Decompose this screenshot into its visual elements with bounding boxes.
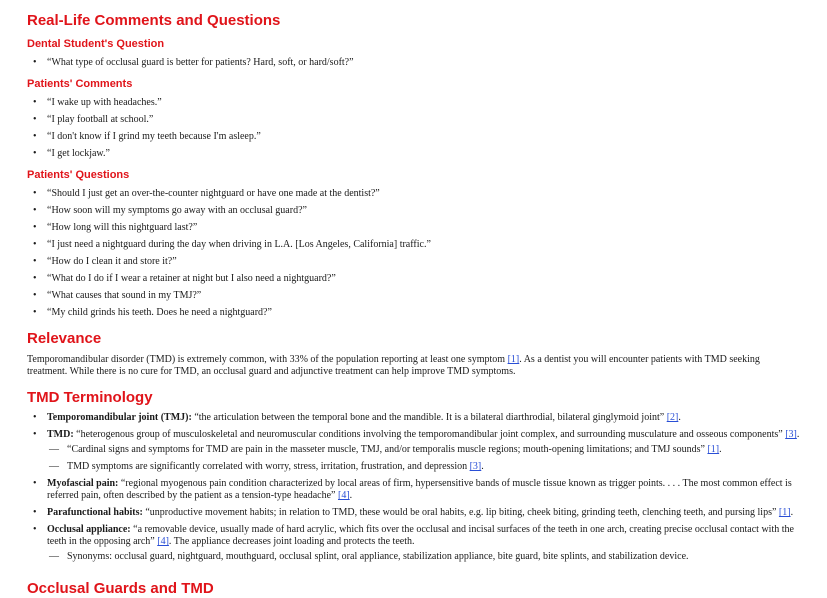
relevance-section (27, 330, 767, 378)
relevance-paragraph (27, 354, 767, 378)
citation-link[interactable]: [4] (337, 490, 350, 501)
term-definition: . (349, 490, 353, 501)
list-item: • “I wake up with headaches.” (27, 96, 261, 113)
term-definition: . The appliance decreases joint loading and protects the teeth. (168, 536, 415, 547)
term-label: Temporomandibular joint (TMJ): (47, 412, 192, 423)
term-definition: “the articulation between the temporal bone and the mandible. It is a bilateral diarthrodial, bilateral ginglymoid joint” (191, 412, 667, 423)
sub-item-text: . (719, 444, 722, 455)
sub-item-text: Synonyms: occlusal guard, nightguard, mouthguard, occlusal splint, oral appliance, stabilization appliance, bite guard, bite splints, and stabilization device. (67, 551, 689, 562)
sub-item (47, 444, 802, 456)
list-item: • “What causes that sound in my TMJ?” (27, 289, 431, 306)
citation-link[interactable]: [1] (707, 444, 720, 455)
next-section (27, 580, 214, 598)
terminology-heading: TMD Terminology (27, 389, 153, 406)
patients-questions-heading: Patients' Questions (27, 169, 130, 181)
occlusal-sublist (47, 551, 802, 563)
relevance-text: . As a dentist you will encounter patients with TMD seeking treatment. While there is no cure for TMD, an occlusal guard and adjunctive treatment can help improve TMD symptoms. (27, 354, 760, 377)
term-tmd (27, 429, 802, 473)
list-item: • “How soon will my symptoms go away with an occlusal guard?” (27, 204, 431, 221)
citation-link[interactable]: [4] (157, 536, 169, 547)
term-parafunctional (27, 507, 802, 519)
citation-link[interactable]: [2] (666, 412, 679, 423)
citation-link[interactable]: [1] (778, 507, 791, 518)
term-label: Occlusal appliance: (47, 524, 131, 535)
term-occlusal (27, 524, 802, 563)
sub-item-text: TMD symptoms are significantly correlated with worry, stress, irritation, frustration, and depression (67, 461, 470, 472)
page-title-block (27, 12, 280, 30)
relevance-heading: Relevance (27, 330, 102, 347)
patients-comments-list (27, 96, 261, 164)
patients-comments-section (27, 78, 261, 164)
list-item: • “I don't know if I grind my teeth because I'm asleep.” (27, 130, 261, 147)
term-tmj (27, 412, 802, 424)
sub-item-text: . (481, 461, 484, 472)
patients-comments-heading: Patients' Comments (27, 78, 133, 90)
term-definition: “a removable device, usually made of hard acrylic, which fits over the occlusal and incisal surfaces of the teeth in one arch, creating precise occlusal contact with the teeth in the opposing arch” (47, 524, 794, 547)
terminology-section (27, 389, 802, 568)
patients-questions-list (27, 187, 431, 323)
citation-link[interactable]: [3] (469, 461, 482, 472)
dental-student-heading: Dental Student's Question (27, 38, 165, 50)
list-item: • “My child grinds his teeth. Does he need a nightguard?” (27, 306, 431, 323)
citation-link[interactable]: [3] (785, 429, 797, 440)
term-definition: “heterogenous group of musculoskeletal and neuromuscular conditions involving the temporomandibular joint complex, and surrounding musculature and osseous components” (73, 429, 786, 440)
page-title: Real-Life Comments and Questions (27, 12, 281, 29)
patients-questions-section (27, 169, 431, 323)
tmd-sublist (47, 444, 802, 473)
sub-item (47, 461, 802, 473)
next-section-heading: Occlusal Guards and TMD (27, 580, 214, 597)
term-label: Myofascial pain: (47, 478, 119, 489)
list-item: • “What type of occlusal guard is better for patients? Hard, soft, or hard/soft?” (27, 56, 354, 73)
term-definition: . (796, 429, 800, 440)
sub-item (47, 551, 802, 563)
term-definition: . (678, 412, 681, 423)
term-myofascial (27, 478, 802, 502)
dental-student-list (27, 56, 354, 73)
relevance-text: Temporomandibular disorder (TMD) is extremely common, with 33% of the population reporting at least one symptom (27, 354, 508, 365)
list-item: • “Should I just get an over-the-counter nightguard or have one made at the dentist?” (27, 187, 431, 204)
terminology-list (27, 412, 802, 563)
list-item: • “I get lockjaw.” (27, 147, 261, 164)
list-item: • “How do I clean it and store it?” (27, 255, 431, 272)
term-definition: “regional myogenous pain condition characterized by local areas of firm, hypersensitive bands of muscle tissue known as trigger points. . . . The most common effect is referred pain, often described by the patient as a tension-type headache” (47, 478, 792, 501)
dental-student-section (27, 38, 354, 73)
term-definition: “unproductive movement habits; in relation to TMD, these would be oral habits, e.g. lip biting, cheek biting, grinding teeth, clenching teeth, and pursing lips” (142, 507, 779, 518)
list-item: • “How long will this nightguard last?” (27, 221, 431, 238)
term-label: TMD: (47, 429, 74, 440)
sub-item-text: “Cardinal signs and symptoms for TMD are pain in the masseter muscle, TMJ, and/or temporalis muscle regions; mouth-opening limitations; and TMJ sounds” (67, 444, 708, 455)
citation-link[interactable]: [1] (507, 354, 520, 365)
list-item: • “I just need a nightguard during the day when driving in L.A. [Los Angeles, California] traffic.” (27, 238, 431, 255)
term-label: Parafunctional habits: (47, 507, 143, 518)
list-item: • “I play football at school.” (27, 113, 261, 130)
term-definition: . (790, 507, 794, 518)
list-item: • “What do I do if I wear a retainer at night but I also need a nightguard?” (27, 272, 431, 289)
